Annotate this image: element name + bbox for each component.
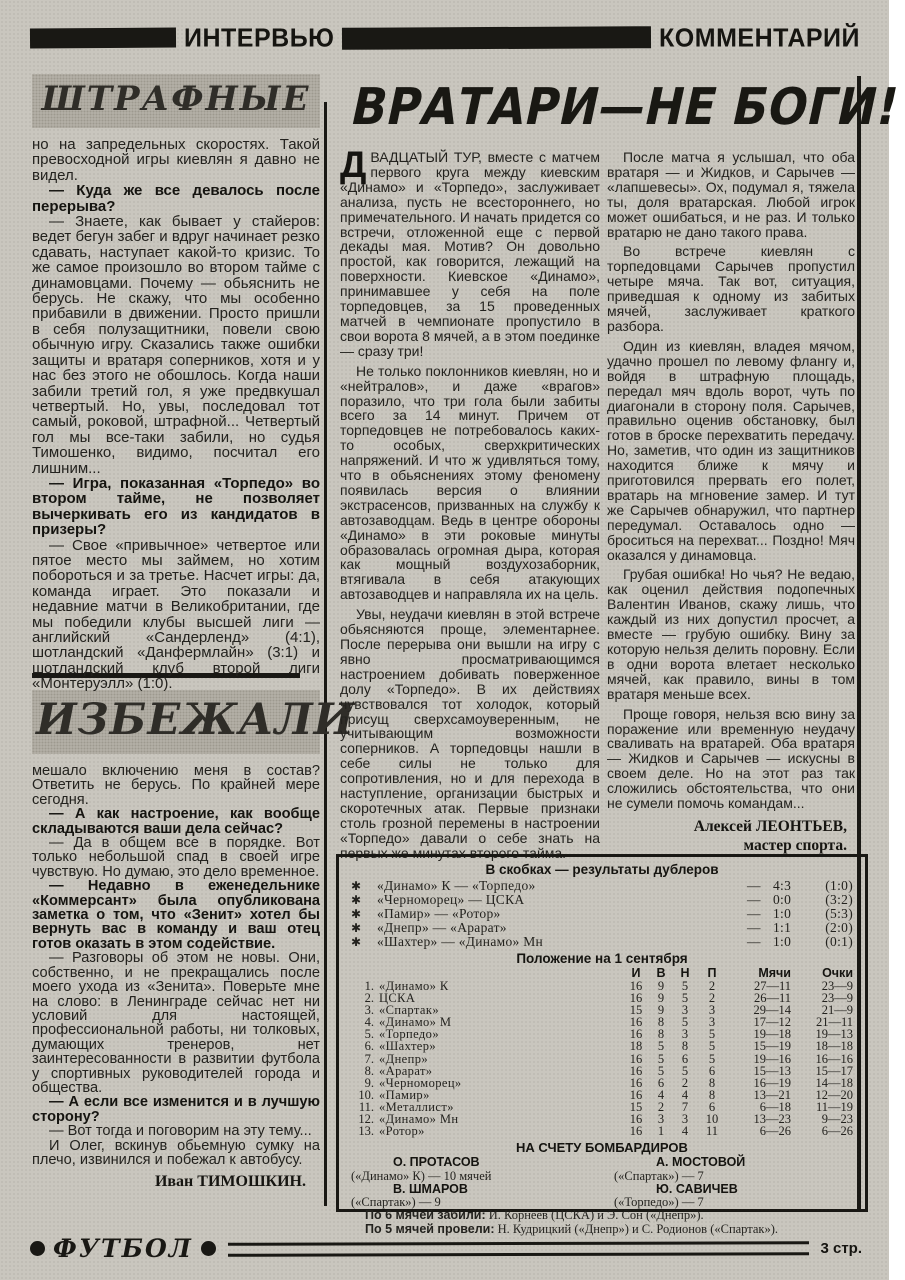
team-position: 13. — [358, 1124, 374, 1139]
team-name: «Черноморец» — [379, 1075, 462, 1090]
match-result-row — [351, 907, 853, 921]
scorer-entry — [614, 1183, 853, 1210]
reserves-score: (2:0) — [825, 920, 853, 935]
wins: 6 — [657, 1075, 665, 1090]
footer-section-label: ФУТБОЛ — [53, 1234, 193, 1263]
paragraph: — А если все изменится и в лучшую сторону? — [32, 1094, 320, 1125]
article2-body — [32, 764, 320, 1167]
losses: 5 — [708, 1039, 716, 1054]
team-position: 8. — [364, 1063, 374, 1078]
scorer-entry — [614, 1156, 853, 1183]
draws: 3 — [681, 1003, 689, 1018]
dash: — — [747, 934, 761, 949]
draws: 5 — [681, 1015, 689, 1030]
match-score: 1:0 — [773, 934, 792, 949]
team-position: 5. — [364, 1027, 374, 1042]
standings-table — [351, 980, 853, 1137]
goal-difference: 19—16 — [753, 1051, 791, 1066]
wins: 5 — [657, 1039, 665, 1054]
paragraph: — Разговоры об этом не новы. Они, собственно, и не прекращались после моего ухода из «Зенита». Поверьте мне на слово: в Ленинграде сейчас нет ни условий для настоящей, профессиональной работы, ни толковых, думающих тренеров, нет заинтересованности в развитии футбола у спортивных руководителей города и общества. — [32, 950, 320, 1096]
draws: 5 — [681, 1063, 689, 1078]
paragraph: — Куда же все девалось после перерыва? — [32, 182, 320, 215]
scorer-entry — [351, 1183, 590, 1210]
losses: 5 — [708, 1027, 716, 1042]
games-played: 15 — [629, 1003, 643, 1018]
match-teams: «Шахтер» — «Динамо» Мн — [377, 934, 544, 949]
paragraph: Во встрече киевлян с торпедовцами Сарычев пропустил четыре мяча. Так вот, ситуация, приведшая к одному из забитых мячей, заслуживает краткого разбора. — [607, 243, 855, 334]
wins: 9 — [657, 991, 665, 1006]
drop-cap: Д — [340, 144, 367, 185]
col-goals: Мячи — [758, 966, 791, 980]
games-played: 16 — [629, 1075, 643, 1090]
match-result-row — [351, 893, 853, 907]
games-played: 15 — [629, 1099, 643, 1114]
author-title: мастер спорта. — [743, 836, 847, 854]
author-block — [607, 817, 855, 855]
losses: 6 — [708, 1063, 716, 1078]
scorer-detail: («Спартак») — 7 — [614, 1168, 704, 1183]
dash: — — [747, 920, 761, 935]
scorers-title: НА СЧЕТУ БОМБАРДИРОВ — [516, 1140, 688, 1156]
reserves-note: В скобках — результаты дублеров — [485, 862, 719, 877]
team-name: «Динамо» К — [379, 979, 449, 993]
losses: 2 — [708, 979, 716, 993]
team-name: «Торпедо» — [379, 1027, 439, 1042]
match-result-row — [351, 921, 853, 935]
goal-difference: 27—11 — [753, 979, 791, 993]
points: 9—23 — [821, 1112, 853, 1127]
paragraph: Грубая ошибка! Но чья? Не ведаю, как оценил действия подопечных Валентин Иванов, скажу лишь, что каждый из них допустил просчет, а вместе — грубую ошибку. Вину за которую нельзя делить поровну. Если в одни ворота влетает несколько мячей, как правило, вины в том вратаря меньше всех. — [607, 566, 855, 702]
team-position: 4. — [364, 1015, 374, 1030]
wins: 9 — [657, 979, 665, 993]
match-score: 1:0 — [773, 906, 792, 921]
asterisk-icon: ✱ — [351, 935, 362, 949]
match-score: 0:0 — [773, 892, 792, 907]
goal-difference: 6—26 — [759, 1124, 791, 1139]
match-score: 1:1 — [773, 920, 792, 935]
main-article-title: ВРАТАРИ—НЕ БОГИ! — [346, 76, 905, 136]
reserves-score: (3:2) — [825, 892, 853, 907]
dash: — — [747, 892, 761, 907]
team-position: 2. — [364, 991, 374, 1006]
standings-row — [351, 1065, 853, 1077]
left-column — [32, 74, 356, 1191]
paragraph: — Игра, показанная «Торпедо» во втором тайме, не позволяет вычеркивать его из кандидатов в призеры? — [32, 474, 320, 539]
dash: — — [747, 906, 761, 921]
draws: 3 — [681, 1112, 689, 1127]
team-position: 9. — [364, 1075, 374, 1090]
paragraph: — Свое «привычное» четвертое или пятое место мы займем, но хотим побороться и за третье. Насчет игры: да, команда играет. Это показали и недавние матчи в Великобритании, где мы победили клубы высшей лиги — английский «Сандерленд» (4:1), шотландский «Данфермлайн» (3:1) и шотландский клуб второй лиги «Монтеруэлл» (1:0). — [32, 536, 320, 693]
extra-line-lead: По 6 мячей забили: — [365, 1208, 486, 1223]
team-name: «Шахтер» — [379, 1039, 437, 1054]
author-name: Алексей ЛЕОНТЬЕВ, — [693, 817, 847, 835]
headline-izbezhali — [32, 690, 356, 754]
team-position: 6. — [364, 1039, 374, 1054]
col-wins: В — [656, 966, 666, 980]
goal-difference: 17—12 — [753, 1015, 791, 1030]
scorer-detail: («Спартак») — 9 — [351, 1195, 441, 1210]
points: 19—13 — [815, 1027, 853, 1042]
draws: 6 — [681, 1051, 689, 1066]
losses: 3 — [708, 1015, 716, 1030]
draws: 5 — [681, 991, 689, 1006]
paragraph: Не только поклонников киевлян, но и «нейтралов», и даже «врагов» поразило, что три гола были забиты всего за 14 минут. Причем от торпедовцев не потребовалось каких-то особых, сверхкритических напряжений. И что ж удивляться тому, что в обьяснениях этому феномену появилась версия о влиянии экстрасенсов, призванных на службу к автозаводцам. Ведь в центре обороны «Динамо» в эти роковые минуты образовалась огромная дыра, которая как мощный воздухозаборник, втягивала в себя атакующих автозаводцев и направляла их на цель. — [340, 362, 600, 603]
losses: 10 — [705, 1112, 719, 1127]
team-name: «Днепр» — [379, 1051, 429, 1066]
points: 14—18 — [815, 1075, 853, 1090]
games-played: 16 — [629, 979, 643, 993]
goal-difference: 13—23 — [753, 1112, 791, 1127]
wins: 8 — [657, 1027, 665, 1042]
paragraph: — Недавно в еженедельнике «Коммерсант» была опубликована заметка о том, что «Зенит» хотел бы вернуть вас в команду и ваш отец готов оказать в этом содействие. — [32, 878, 320, 952]
paragraph: И Олег, вскинув обьемную сумку на плечо, извинился и побежал к автобусу. — [32, 1137, 320, 1168]
reserves-score: (0:1) — [825, 934, 853, 949]
match-teams: «Черноморец» — ЦСКА — [377, 892, 525, 907]
section-label-commentary: КОММЕНТАРИЙ — [659, 22, 860, 53]
goal-difference: 6—18 — [759, 1099, 791, 1114]
games-played: 16 — [629, 1124, 643, 1139]
scorer-entry — [351, 1156, 590, 1183]
draws: 4 — [681, 1124, 689, 1139]
article1-title: ШТРАФНЫЕ — [41, 79, 311, 119]
standings-row — [351, 1053, 853, 1065]
scorer-detail: («Торпедо») — 7 — [614, 1195, 704, 1210]
team-name: «Динамо» М — [379, 1015, 452, 1030]
dash: — — [747, 878, 761, 893]
points: 23—9 — [821, 979, 853, 993]
match-teams: «Динамо» К — «Торпедо» — [377, 878, 536, 893]
match-result-row — [351, 879, 853, 893]
match-result-row — [351, 935, 853, 949]
team-name: «Арарат» — [379, 1063, 433, 1078]
points: 23—9 — [821, 991, 853, 1006]
points: 18—18 — [815, 1039, 853, 1054]
goal-difference: 19—18 — [753, 1027, 791, 1042]
asterisk-icon: ✱ — [351, 907, 362, 921]
games-played: 16 — [629, 1112, 643, 1127]
asterisk-icon: ✱ — [351, 893, 362, 907]
team-name: «Спартак» — [379, 1003, 439, 1018]
team-name: «Памир» — [379, 1087, 430, 1102]
draws: 5 — [681, 979, 689, 993]
points: 21—9 — [821, 1003, 853, 1018]
paragraph: — Да в общем все в порядке. Вот только небольшой спад в своей игре чувствую. Но думаю, это дело временное. — [32, 835, 320, 880]
games-played: 16 — [629, 1063, 643, 1078]
losses: 3 — [708, 1003, 716, 1018]
wins: 2 — [657, 1099, 665, 1114]
team-position: 1. — [364, 979, 374, 993]
col-losses: П — [707, 966, 717, 980]
points: 16—16 — [815, 1051, 853, 1066]
match-results — [351, 879, 853, 949]
games-played: 16 — [629, 1015, 643, 1030]
goal-difference: 13—21 — [753, 1087, 791, 1102]
wins: 3 — [657, 1112, 665, 1127]
main-article-column-2 — [607, 150, 855, 858]
main-article-column-1 — [340, 144, 600, 861]
reserves-score: (1:0) — [825, 878, 853, 893]
top-scorers — [351, 1156, 853, 1209]
paragraph: Один из киевлян, владея мячом, удачно прошел по левому флангу и, войдя в штрафную площадь, передал мяч вдоль ворот, чуть по диагонали в сторону поля. Сарычев, правильно оценив обстановку, был готов в броске перехватить передачу. Но, заметив, что один из защитников находится ближе к мячу и приготовился прервать его полет, вратарь на мгновение замер. И тут же Сарычев обнаружил, что партнер передумал. Оставалось одно — броситься на перехват... Поздно! Мяч оказался у динамовца. — [607, 337, 855, 563]
page-header — [30, 24, 860, 52]
match-score: 4:3 — [773, 878, 792, 893]
article2-title: ИЗБЕЖАЛИ — [36, 695, 356, 745]
goal-difference: 29—14 — [753, 1003, 791, 1018]
games-played: 16 — [629, 1087, 643, 1102]
footer-rule — [228, 1241, 809, 1257]
losses: 5 — [708, 1051, 716, 1066]
draws: 8 — [681, 1039, 689, 1054]
team-name: «Динамо» Мн — [379, 1112, 459, 1127]
losses: 8 — [708, 1087, 716, 1102]
games-played: 16 — [629, 991, 643, 1006]
team-name: ЦСКА — [379, 991, 416, 1006]
goal-difference: 15—13 — [753, 1063, 791, 1078]
scorer-name: О. ПРОТАСОВ — [393, 1155, 480, 1170]
bullet-icon — [30, 1241, 45, 1256]
losses: 8 — [708, 1075, 716, 1090]
col-games: И — [631, 966, 641, 980]
paragraph: — А как настроение, как вообще складываются ваши дела сейчас? — [32, 806, 320, 837]
extra-line-lead: По 5 мячей провели: — [365, 1222, 495, 1237]
standings-row — [351, 1125, 853, 1137]
paragraph: ДВАДЦАТЫЙ ТУР, вместе с матчем первого круга между киевским «Динамо» и «Торпедо», заслуживает анализа, пусть не всестороннего, но примечательного. И начать придется со встречи, отложенной еще с первой декады мая. Мотив? Он довольно простой, как говорится, лежащий на поверхности. Киевское «Динамо», принимавшее у себя на поле торпедовцев, за 15 проведенных матчей в чемпионате пропустило в свои ворота 8 мячей, а в этом поединке — сразу три! — [340, 144, 600, 359]
column-divider-rule — [324, 102, 327, 1206]
main-article-column-2-text — [607, 150, 855, 811]
paragraph: мешало включению меня в состав? Ответить не берусь. По крайней мере сегодня. — [32, 763, 320, 808]
paragraph: — Вот тогда и поговорим на эту тему... — [49, 1123, 312, 1140]
page-footer — [30, 1234, 862, 1263]
paragraph: После матча я услышал, что оба вратаря — и Жидков, и Сарычев — «лапшевесы». Ох, подумал я, тяжела ты, доля вратарская. Любой игрок может ошибаться, и не раз. И только вратарю не дано такого права. — [607, 149, 855, 240]
team-position: 3. — [364, 1003, 374, 1018]
section-label-interview: ИНТЕРВЬЮ — [184, 22, 335, 53]
scorer-detail: («Динамо» К) — 10 мячей — [351, 1168, 492, 1183]
header-rule-middle — [342, 26, 651, 50]
team-position: 7. — [364, 1051, 374, 1066]
header-rule-left — [30, 27, 176, 48]
article2-signature: Иван ТИМОШКИН. — [154, 1173, 306, 1191]
paragraph: — Знаете, как бывает у стайеров: ведет бегун забег и вдруг начинает резко сдавать, наступает какой-то кризис. То же самое произошло во втором тайме с динамовцами. Почему — обьяснить не берусь. Не скажу, что мы особенно прибавили в движении. Просто пришли в себя полузащитники, повели свою обычную игру. Сказались также ошибки защиты и вратаря соперников, хотя и у нас без этого не обошлось. Когда наши забили третий гол, я уже предвкушал четвертый. Но, увы, последовал тот самый, роковой, штрафной... Четвертый гол мы все-таки забили, но судья Тимошенко, видимо, посчитал его лишним... — [32, 213, 320, 477]
losses: 11 — [705, 1124, 719, 1139]
points: 12—20 — [815, 1087, 853, 1102]
team-position: 10. — [358, 1087, 374, 1102]
scorer-name: Ю. САВИЧЕВ — [656, 1181, 738, 1196]
col-draws: Н — [680, 966, 690, 980]
paragraph: Проще говоря, нельзя всю вину за поражение или временную неудачу сваливать на вратарей. Оба вратаря — Жидков и Сарычев — искусны в своем деле. Но на этот раз так сложились обстоятельства, что они не сумели помочь командам... — [607, 705, 855, 812]
goal-difference: 26—11 — [753, 991, 791, 1006]
reserves-score: (5:3) — [825, 906, 853, 921]
scorers-extra-line: По 6 мячей забили: И. Корнеев (ЦСКА) и Э. Сон («Днепр»). — [365, 1208, 704, 1223]
page-number: 3 стр. — [820, 1240, 862, 1257]
team-position: 12. — [358, 1112, 374, 1127]
points: 6—26 — [821, 1124, 853, 1139]
draws: 2 — [681, 1075, 689, 1090]
losses: 2 — [708, 991, 716, 1006]
games-played: 16 — [629, 1051, 643, 1066]
match-teams: «Памир» — «Ротор» — [377, 906, 501, 921]
wins: 5 — [657, 1051, 665, 1066]
scorer-name: А. МОСТОВОЙ — [656, 1155, 746, 1170]
goal-difference: 15—19 — [753, 1039, 791, 1054]
losses: 6 — [708, 1099, 716, 1114]
points: 15—17 — [815, 1063, 853, 1078]
draws: 3 — [681, 1027, 689, 1042]
headline-shtrafnye — [32, 74, 320, 128]
col-points: Очки — [822, 966, 853, 980]
draws: 4 — [681, 1087, 689, 1102]
games-played: 16 — [629, 1027, 643, 1042]
team-name: «Металлист» — [379, 1099, 454, 1114]
scoreboard-box — [336, 854, 868, 1237]
wins: 5 — [657, 1063, 665, 1078]
asterisk-icon: ✱ — [351, 879, 362, 893]
wins: 9 — [657, 1003, 665, 1018]
wins: 8 — [657, 1015, 665, 1030]
scorer-name: В. ШМАРОВ — [393, 1181, 468, 1196]
wins: 1 — [657, 1124, 665, 1139]
paragraph: Увы, неудачи киевлян в этой встрече обьясняются проще, элементарнее. После перерыва они вышли на игру с явно просматривающимся настроением добивать поверженное долу «Торпедо». В их действиях чувствовался тот холодок, который присущ сверхсамоуверенным, не учитывающим возможности соперников. А торпедовцы нашли в себе силы не только для сопротивления, но и для перехода в наступление, организации быстрых и скоротечных атак. Первые признаки столь грозной перемены в настроении «Торпедо» давали о себе знать на первых же минутах второго тайма. — [340, 606, 600, 861]
asterisk-icon: ✱ — [351, 921, 362, 935]
games-played: 18 — [629, 1039, 643, 1054]
bullet-icon — [201, 1241, 216, 1256]
team-position: 11. — [358, 1099, 374, 1114]
standings-row — [351, 1040, 853, 1052]
match-teams: «Днепр» — «Арарат» — [377, 920, 507, 935]
points: 11—19 — [815, 1099, 853, 1114]
wins: 4 — [657, 1087, 665, 1102]
scorers-extra-line: По 5 мячей провели: Н. Кудрицкий («Днепр») и С. Родионов («Спартак»). — [365, 1222, 779, 1237]
goal-difference: 16—19 — [753, 1075, 791, 1090]
article1-body — [32, 136, 320, 693]
team-name: «Ротор» — [379, 1124, 425, 1139]
draws: 7 — [681, 1099, 689, 1114]
paragraph: но на запредельных скоростях. Такой превосходной игры киевлян я давно не видел. — [32, 136, 320, 184]
standings-title: Положение на 1 сентября — [516, 951, 688, 966]
scorers-extra-lines — [351, 1209, 853, 1237]
points: 21—11 — [815, 1015, 853, 1030]
